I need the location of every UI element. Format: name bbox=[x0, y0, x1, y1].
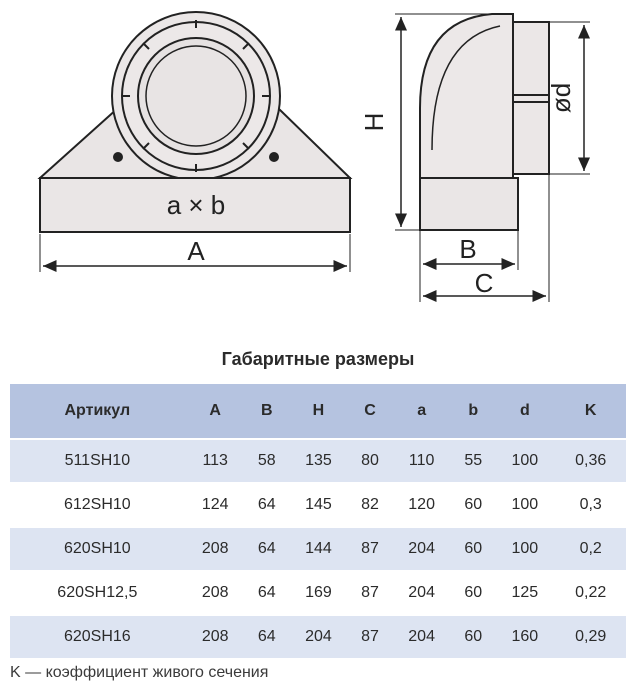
cell-K: 0,2 bbox=[555, 527, 626, 571]
header-H: H bbox=[288, 384, 349, 439]
header-article: Артикул bbox=[10, 384, 185, 439]
cell-K: 0,29 bbox=[555, 615, 626, 659]
cell-K: 0,36 bbox=[555, 439, 626, 483]
cell-a: 110 bbox=[391, 439, 452, 483]
cell-A: 124 bbox=[185, 483, 246, 527]
cell-article: 511SH10 bbox=[10, 439, 185, 483]
cell-d: 125 bbox=[494, 571, 555, 615]
cell-article: 620SH16 bbox=[10, 615, 185, 659]
cell-d: 100 bbox=[494, 527, 555, 571]
label-a-x-b: a × b bbox=[166, 190, 226, 220]
cell-b: 60 bbox=[452, 483, 494, 527]
cell-article: 620SH12,5 bbox=[10, 571, 185, 615]
cell-C: 80 bbox=[349, 439, 391, 483]
cell-b: 55 bbox=[452, 439, 494, 483]
cell-B: 64 bbox=[246, 527, 288, 571]
dimensions-table bbox=[10, 384, 626, 660]
cell-a: 204 bbox=[391, 615, 452, 659]
header-d: d bbox=[494, 384, 555, 439]
cell-C: 82 bbox=[349, 483, 391, 527]
cell-H: 145 bbox=[288, 483, 349, 527]
cell-H: 204 bbox=[288, 615, 349, 659]
table-header-row bbox=[10, 384, 626, 439]
header-K: K bbox=[555, 384, 626, 439]
label-dim-d: ød bbox=[546, 82, 576, 114]
cell-b: 60 bbox=[452, 615, 494, 659]
cell-b: 60 bbox=[452, 527, 494, 571]
cell-B: 58 bbox=[246, 439, 288, 483]
table-row bbox=[10, 483, 626, 527]
cell-d: 100 bbox=[494, 439, 555, 483]
header-A: A bbox=[185, 384, 246, 439]
cell-a: 204 bbox=[391, 571, 452, 615]
table-title: Габаритные размеры bbox=[221, 349, 415, 369]
cell-H: 169 bbox=[288, 571, 349, 615]
label-dim-A: A bbox=[187, 236, 205, 266]
cell-A: 113 bbox=[185, 439, 246, 483]
front-view bbox=[40, 12, 350, 272]
cell-C: 87 bbox=[349, 615, 391, 659]
cell-d: 160 bbox=[494, 615, 555, 659]
label-dim-C: C bbox=[474, 268, 494, 298]
cell-C: 87 bbox=[349, 571, 391, 615]
header-b: b bbox=[452, 384, 494, 439]
footnote: K — коэффициент живого сечения bbox=[10, 664, 269, 681]
cell-A: 208 bbox=[185, 571, 246, 615]
cell-B: 64 bbox=[246, 571, 288, 615]
cell-B: 64 bbox=[246, 483, 288, 527]
technical-drawing bbox=[0, 0, 636, 320]
label-dim-H: H bbox=[359, 112, 389, 132]
cell-d: 100 bbox=[494, 483, 555, 527]
cell-b: 60 bbox=[452, 571, 494, 615]
header-B: B bbox=[246, 384, 288, 439]
cell-K: 0,3 bbox=[555, 483, 626, 527]
cell-A: 208 bbox=[185, 615, 246, 659]
cell-C: 87 bbox=[349, 527, 391, 571]
cell-a: 204 bbox=[391, 527, 452, 571]
cell-K: 0,22 bbox=[555, 571, 626, 615]
cell-H: 144 bbox=[288, 527, 349, 571]
cell-article: 612SH10 bbox=[10, 483, 185, 527]
table-row bbox=[10, 527, 626, 571]
header-a: a bbox=[391, 384, 452, 439]
table-row bbox=[10, 615, 626, 659]
table-row bbox=[10, 439, 626, 483]
cell-B: 64 bbox=[246, 615, 288, 659]
table-row bbox=[10, 571, 626, 615]
side-view bbox=[359, 14, 590, 302]
header-C: C bbox=[349, 384, 391, 439]
label-dim-B: B bbox=[459, 234, 477, 264]
cell-H: 135 bbox=[288, 439, 349, 483]
cell-A: 208 bbox=[185, 527, 246, 571]
cell-article: 620SH10 bbox=[10, 527, 185, 571]
cell-a: 120 bbox=[391, 483, 452, 527]
